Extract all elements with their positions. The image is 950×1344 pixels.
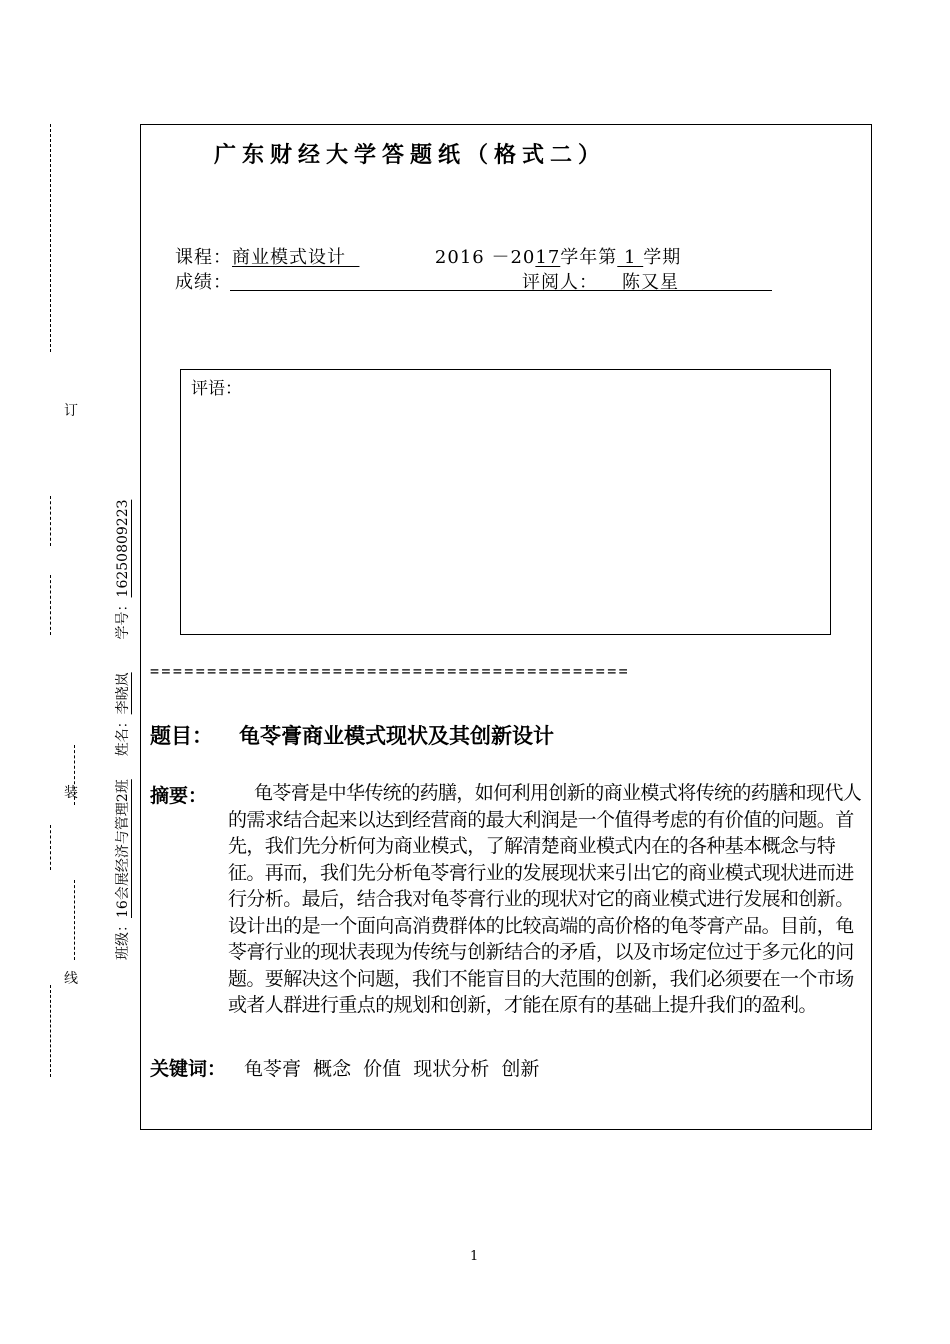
reviewer-label: 评阅人： — [522, 272, 598, 293]
course-line — [175, 243, 681, 269]
keywords-items: 龟苓膏 概念 价值 现状分析 创新 — [244, 1058, 540, 1080]
comment-box — [180, 369, 831, 635]
name-label: 姓名： — [115, 714, 131, 757]
id-label: 学号： — [115, 597, 131, 640]
grade-line — [175, 268, 232, 294]
topic-label: 题目： — [150, 724, 213, 748]
binding-char-xian: 线 — [64, 971, 78, 987]
page-title: 广东财经大学答题纸（格式二） — [214, 142, 607, 168]
term-suffix: 学期 — [643, 247, 682, 268]
binding-dash-mid-1 — [50, 496, 51, 546]
abstract-label: 摘要： — [150, 785, 208, 807]
binding-dash-bottom — [50, 985, 51, 1077]
keywords-line — [150, 1054, 539, 1081]
grade-underline — [230, 290, 772, 291]
binding-dash-mid-5 — [74, 880, 75, 960]
year-end: 17 — [535, 247, 561, 268]
name-value: 李晓岚 — [115, 672, 131, 715]
year-dash: －20 — [484, 247, 536, 268]
year-suffix: 学年第 — [560, 247, 618, 268]
binding-char-ding: 订 — [64, 403, 78, 419]
year-start: 2016 — [434, 247, 485, 268]
binding-dash-mid-4 — [50, 825, 51, 870]
binding-char-zhuang: 装 — [64, 785, 78, 801]
binding-student-info — [112, 500, 132, 960]
grade-label: 成绩： — [175, 272, 232, 293]
class-value: 16会展经济与管理2班 — [115, 779, 131, 918]
page-number: 1 — [470, 1249, 479, 1264]
topic-text: 龟苓膏商业模式现状及其创新设计 — [239, 724, 554, 748]
class-label: 班级： — [115, 918, 131, 960]
topic-heading — [150, 720, 554, 750]
comment-label: 评语： — [191, 379, 242, 399]
binding-dash-top — [50, 124, 51, 352]
term-value: 1 — [624, 247, 637, 268]
reviewer — [522, 268, 679, 294]
course-label: 课程： — [175, 247, 232, 268]
course-value: 商业模式设计 — [232, 247, 346, 268]
id-value: 1625080922З — [115, 499, 131, 598]
reviewer-name: 陈又星 — [622, 272, 679, 293]
keywords-label: 关键词： — [150, 1058, 227, 1080]
binding-dash-mid-2 — [50, 575, 51, 635]
abstract-text: 龟苓膏是中华传统的药膳，如何利用创新的商业模式将传统的药膳和现代人的需求结合起来以达到经营商的最大利润是一个值得考虑的有价值的问题。首先，我们先分析何为商业模式，了解清楚商业模式内在的各种基本概念与特征。再而，我们先分析龟苓膏行业的发展现状来引出它的商业模式现状进而进行分析。最后，结合我对龟苓膏行业的现状对它的商业模式进行发展和创新。设计出的是一个面向高消费群体的比较高端的高价格的龟苓膏产品。目前，龟苓膏行业的现状表现为传统与创新结合的矛盾，以及市场定位过于多元化的问题。要解决这个问题，我们不能盲目的大范围的创新，我们必须要在一个市场或者人群进行重点的规划和创新，才能在原有的基础上提升我们的盈利。 — [228, 782, 862, 1016]
separator-line: ========================================== — [150, 662, 631, 680]
